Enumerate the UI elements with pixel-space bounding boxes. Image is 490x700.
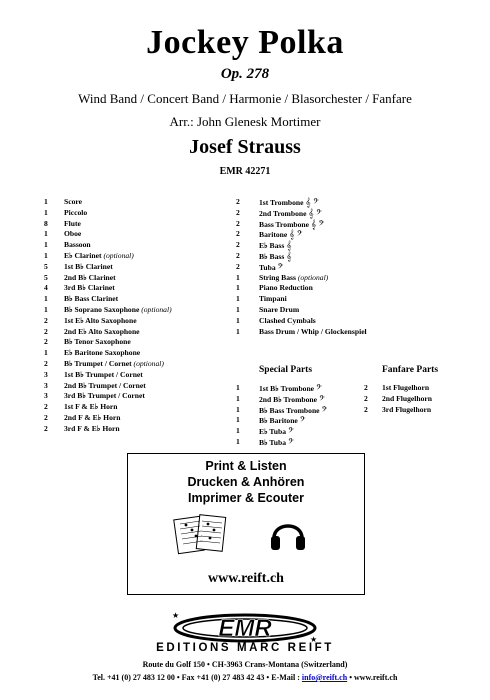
part-name: E♭ Clarinet bbox=[64, 250, 102, 260]
part-name: Oboe bbox=[64, 229, 82, 239]
part-name: Piano Reduction bbox=[259, 283, 313, 293]
part-quantity: 2 bbox=[44, 402, 48, 412]
fanfare-parts bbox=[364, 365, 474, 415]
part-quantity: 1 bbox=[236, 426, 240, 436]
part-row bbox=[44, 391, 234, 402]
part-name: 3rd F & E♭ Horn bbox=[64, 423, 120, 433]
part-name: Piccolo bbox=[64, 207, 88, 217]
clef-icon: 𝄞 𝄢 bbox=[310, 218, 325, 229]
part-quantity: 1 bbox=[236, 315, 240, 325]
part-row bbox=[236, 240, 376, 251]
part-name: 1st Flugelhorn bbox=[382, 383, 430, 392]
part-row bbox=[44, 381, 234, 392]
part-note: (optional) bbox=[297, 272, 329, 282]
part-quantity: 2 bbox=[236, 207, 240, 217]
print-listen-box bbox=[127, 453, 365, 595]
svg-text:★: ★ bbox=[172, 611, 180, 620]
part-name: 2nd Flugelhorn bbox=[382, 393, 433, 403]
part-quantity: 3 bbox=[44, 380, 48, 390]
part-quantity: 1 bbox=[236, 272, 240, 282]
part-row bbox=[236, 394, 366, 405]
part-row bbox=[236, 283, 376, 294]
part-row bbox=[44, 337, 234, 348]
page-title: Jockey Polka bbox=[146, 24, 344, 61]
part-note: (optional) bbox=[133, 358, 164, 368]
part-row bbox=[236, 229, 376, 240]
part-name: B♭ Bass Clarinet bbox=[64, 294, 119, 304]
clef-icon: 𝄢 bbox=[277, 261, 284, 272]
part-quantity: 2 bbox=[236, 197, 240, 206]
part-quantity: 2 bbox=[236, 218, 240, 228]
website-url[interactable]: www.reift.ch bbox=[208, 571, 284, 586]
publisher-address: Route du Golf 150 • CH-3963 Crans-Montana (Switzerland) bbox=[142, 660, 348, 669]
part-name: 3rd Flugelhorn bbox=[382, 404, 432, 414]
part-name: String Bass bbox=[259, 272, 296, 282]
part-row bbox=[44, 251, 234, 262]
clef-icon: 𝄢 bbox=[318, 393, 325, 404]
part-row bbox=[44, 273, 234, 284]
part-name: 2nd B♭ Clarinet bbox=[64, 272, 116, 282]
arranger: Arr.: John Glenesk Mortimer bbox=[169, 114, 321, 129]
part-name: 3rd B♭ Clarinet bbox=[64, 283, 115, 293]
clef-icon: 𝄞 bbox=[286, 240, 292, 251]
part-name: 1st B♭ Trombone bbox=[259, 384, 315, 393]
part-quantity: 8 bbox=[44, 218, 48, 228]
part-row bbox=[236, 437, 366, 448]
part-quantity: 1 bbox=[236, 436, 240, 446]
clef-icon: 𝄞 bbox=[286, 250, 292, 261]
opus-number: Op. 278 bbox=[220, 66, 270, 82]
part-row bbox=[44, 208, 234, 219]
part-row bbox=[236, 415, 366, 426]
clef-icon: 𝄞 𝄢 bbox=[308, 207, 322, 218]
part-row bbox=[236, 294, 376, 305]
part-quantity: 1 bbox=[236, 283, 240, 293]
part-quantity: 1 bbox=[236, 326, 240, 336]
part-quantity: 2 bbox=[236, 250, 240, 260]
part-quantity: 4 bbox=[44, 283, 48, 293]
part-quantity: 5 bbox=[44, 261, 48, 271]
part-row bbox=[236, 305, 376, 316]
part-row bbox=[236, 405, 366, 416]
part-quantity: 2 bbox=[44, 326, 48, 336]
part-row bbox=[236, 208, 376, 219]
part-row bbox=[44, 359, 234, 370]
special-parts bbox=[236, 365, 366, 448]
part-quantity: 1 bbox=[236, 393, 240, 403]
headphones-icon bbox=[268, 514, 308, 554]
part-name: 1st E♭ Alto Saxophone bbox=[64, 315, 137, 325]
logo-text: EMR bbox=[218, 615, 272, 642]
part-row bbox=[44, 316, 234, 327]
part-name: B♭ Bass bbox=[259, 251, 285, 261]
part-quantity: 2 bbox=[44, 358, 48, 368]
part-name: Bass Trombone bbox=[259, 219, 310, 229]
contact-phone-fax: Tel. +41 (0) 27 483 12 00 • Fax +41 (0) 27 483 42 43 • E-Mail : bbox=[92, 673, 302, 682]
part-row bbox=[364, 405, 474, 416]
part-quantity: 2 bbox=[44, 423, 48, 433]
part-quantity: 2 bbox=[44, 412, 48, 422]
part-name: Clashed Cymbals bbox=[259, 315, 316, 325]
part-name: B♭ Trumpet / Cornet bbox=[64, 358, 132, 368]
fanfare-parts-heading: Fanfare Parts bbox=[382, 365, 439, 375]
clef-icon: 𝄞 𝄢 bbox=[289, 229, 303, 240]
clef-icon: 𝄞 𝄢 bbox=[305, 197, 319, 207]
part-row bbox=[44, 413, 234, 424]
part-quantity: 1 bbox=[236, 304, 240, 314]
part-row bbox=[236, 383, 366, 394]
part-name: Bassoon bbox=[64, 240, 91, 250]
part-name: 1st Trombone bbox=[259, 198, 304, 207]
part-name: Score bbox=[64, 197, 82, 206]
part-quantity: 1 bbox=[236, 383, 240, 392]
publisher-contact bbox=[0, 673, 490, 682]
part-name: Flute bbox=[64, 218, 81, 228]
part-row bbox=[44, 370, 234, 381]
part-row bbox=[236, 251, 376, 262]
part-quantity: 1 bbox=[44, 240, 48, 250]
svg-text:★: ★ bbox=[310, 635, 318, 644]
part-name: Bass Drum / Whip / Glockenspiel bbox=[259, 326, 367, 336]
instrument-list-right bbox=[236, 197, 376, 337]
clef-icon: 𝄢 bbox=[315, 383, 322, 393]
part-row bbox=[44, 240, 234, 251]
part-name: 2nd B♭ Trumpet / Cornet bbox=[64, 380, 146, 390]
part-row bbox=[44, 424, 234, 435]
part-quantity: 1 bbox=[44, 294, 48, 304]
part-name: 1st F & E♭ Horn bbox=[64, 402, 118, 412]
part-quantity: 5 bbox=[44, 272, 48, 282]
part-row bbox=[44, 219, 234, 230]
part-row bbox=[44, 305, 234, 316]
part-name: E♭ Bass bbox=[259, 241, 285, 251]
part-name: 2nd E♭ Alto Saxophone bbox=[64, 326, 140, 336]
part-row bbox=[364, 383, 474, 394]
part-row bbox=[44, 262, 234, 273]
contact-website: • www.reift.ch bbox=[347, 673, 398, 682]
part-quantity: 3 bbox=[44, 391, 48, 401]
part-note: (optional) bbox=[141, 304, 172, 314]
part-quantity: 2 bbox=[44, 337, 48, 347]
part-name: 2nd F & E♭ Horn bbox=[64, 412, 121, 422]
clef-icon: 𝄢 bbox=[287, 426, 294, 437]
part-quantity: 2 bbox=[236, 240, 240, 250]
part-quantity: 2 bbox=[364, 404, 368, 414]
part-name: Snare Drum bbox=[259, 304, 300, 314]
part-row bbox=[44, 197, 234, 208]
part-name: 3rd B♭ Trumpet / Cornet bbox=[64, 391, 145, 401]
part-row bbox=[44, 283, 234, 294]
part-quantity: 2 bbox=[236, 229, 240, 239]
special-parts-heading: Special Parts bbox=[259, 365, 313, 375]
box-line-print: Print & Listen bbox=[205, 459, 287, 473]
part-name: B♭ Tuba bbox=[259, 437, 287, 447]
part-row bbox=[44, 229, 234, 240]
part-name: 2nd B♭ Trombone bbox=[259, 394, 318, 404]
ensemble-subtitle: Wind Band / Concert Band / Harmonie / Blasorchester / Fanfare bbox=[78, 91, 412, 106]
part-name: B♭ Tenor Saxophone bbox=[64, 337, 131, 347]
part-name: B♭ Baritone bbox=[259, 416, 298, 426]
part-quantity: 1 bbox=[44, 229, 48, 239]
part-name: 1st B♭ Clarinet bbox=[64, 261, 113, 271]
part-quantity: 1 bbox=[236, 404, 240, 414]
part-name: E♭ Baritone Saxophone bbox=[64, 348, 141, 358]
sheet-music-icon bbox=[172, 512, 230, 556]
part-quantity: 1 bbox=[236, 415, 240, 425]
part-row bbox=[364, 394, 474, 405]
clef-icon: 𝄢 bbox=[321, 404, 328, 415]
part-row bbox=[44, 294, 234, 305]
part-name: Timpani bbox=[259, 294, 287, 304]
part-name: E♭ Tuba bbox=[259, 427, 287, 437]
box-line-imprimer: Imprimer & Ecouter bbox=[187, 491, 304, 505]
part-quantity: 2 bbox=[364, 393, 368, 403]
part-quantity: 1 bbox=[44, 197, 48, 206]
part-row bbox=[44, 348, 234, 359]
part-quantity: 2 bbox=[44, 315, 48, 325]
part-quantity: 1 bbox=[236, 294, 240, 304]
part-quantity: 2 bbox=[236, 261, 240, 271]
publisher-name: EDITIONS MARC REIFT bbox=[156, 642, 334, 654]
part-row bbox=[236, 197, 376, 208]
part-quantity: 2 bbox=[364, 383, 368, 392]
part-row bbox=[44, 327, 234, 338]
part-name: 1st B♭ Trumpet / Cornet bbox=[64, 369, 143, 379]
part-name: Tuba bbox=[259, 262, 276, 272]
part-quantity: 1 bbox=[44, 304, 48, 314]
part-row bbox=[236, 262, 376, 273]
composer: Josef Strauss bbox=[189, 136, 301, 158]
part-row bbox=[236, 219, 376, 230]
part-row bbox=[236, 273, 376, 284]
part-quantity: 1 bbox=[44, 207, 48, 217]
catalog-number: EMR 42271 bbox=[219, 166, 271, 177]
part-name: B♭ Bass Trombone bbox=[259, 405, 320, 415]
part-name: B♭ Soprano Saxophone bbox=[64, 304, 140, 314]
part-quantity: 1 bbox=[44, 250, 48, 260]
part-row bbox=[236, 426, 366, 437]
instrument-list-left bbox=[44, 197, 234, 435]
email-link[interactable]: info@reift.ch bbox=[301, 673, 348, 682]
box-line-drucken: Drucken & Anhören bbox=[187, 475, 305, 489]
clef-icon: 𝄢 bbox=[299, 415, 306, 426]
part-quantity: 1 bbox=[44, 348, 48, 358]
part-row bbox=[236, 316, 376, 327]
part-row bbox=[44, 402, 234, 413]
part-name: Baritone bbox=[259, 230, 288, 240]
part-name: 2nd Trombone bbox=[259, 208, 307, 218]
part-quantity: 3 bbox=[44, 369, 48, 379]
part-row bbox=[236, 327, 376, 338]
clef-icon: 𝄢 bbox=[287, 436, 294, 447]
part-note: (optional) bbox=[103, 250, 134, 260]
